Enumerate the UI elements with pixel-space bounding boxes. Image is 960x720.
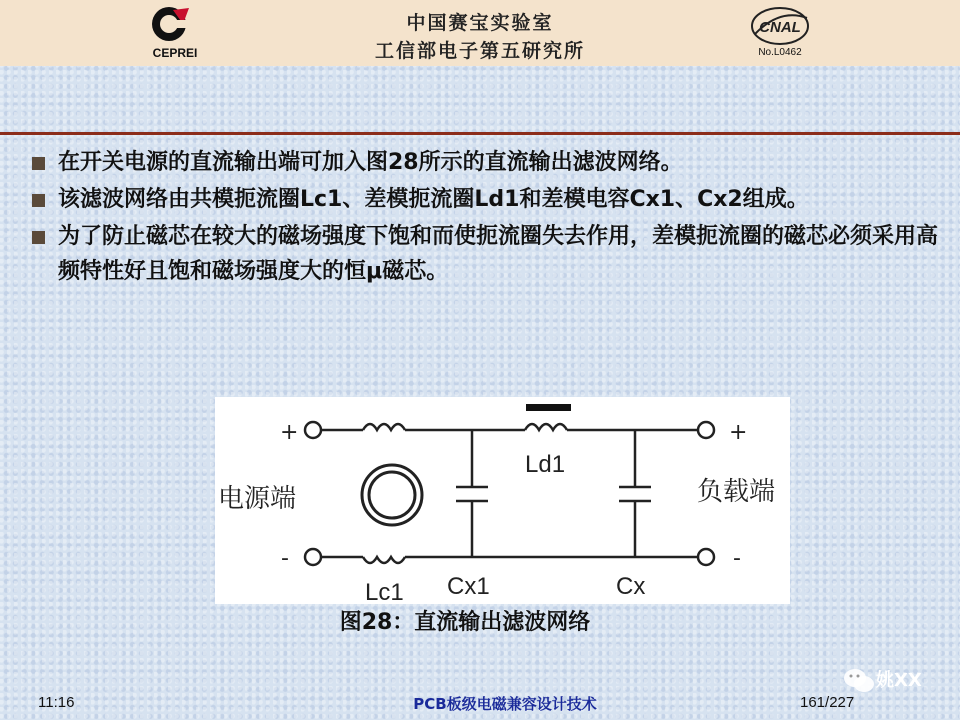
figure-caption: 图28：直流输出滤波网络 [339, 610, 591, 635]
bullet-list [28, 145, 938, 291]
bullet-square-icon [32, 231, 45, 244]
bullet-text: 该滤波网络由共模扼流圈Lc1、差模扼流圈Ld1和差模电容Cx1、Cx2组成。 [58, 187, 809, 212]
bullet-text: 为了防止磁芯在较大的磁场强度下饱和而使扼流圈失去作用，差模扼流圈的磁芯必须采用高频特性好且饱和磁场强度大的恒μ磁芯。 [58, 224, 939, 284]
plus-right: + [729, 420, 748, 445]
ceprei-logo [140, 2, 210, 64]
header-title-line1: 中国赛宝实验室 [406, 12, 554, 34]
filter-circuit-figure [215, 397, 790, 604]
bullet-square-icon [32, 157, 45, 170]
load-label: 负载端 [697, 477, 776, 507]
minus-left: - [281, 546, 289, 571]
ld1-label: Ld1 [525, 451, 566, 478]
title-divider [0, 132, 960, 135]
cx-label: Cx [616, 573, 646, 600]
source-label: 电源端 [218, 484, 297, 514]
bullet-item [28, 182, 938, 217]
watermark-text: 姚XX [876, 670, 922, 691]
wechat-icon [842, 666, 876, 696]
minus-right: - [733, 546, 741, 571]
header-title-line2: 工信部电子第五研究所 [374, 40, 585, 62]
bullet-item [28, 219, 938, 289]
lc1-label: Lc1 [365, 579, 404, 604]
bullet-text: 在开关电源的直流输出端可加入图28所示的直流输出滤波网络。 [58, 150, 683, 175]
bullet-square-icon [32, 194, 45, 207]
bullet-item [28, 145, 938, 180]
header-bar [0, 0, 960, 66]
cnal-logo-text: CNAL [759, 19, 801, 36]
ceprei-logo-mark [149, 4, 193, 44]
footer-title: PCB板级电磁兼容设计技术 [413, 695, 597, 713]
plus-left: + [280, 420, 299, 445]
cx1-label: Cx1 [447, 573, 490, 600]
cnal-logo-mark [745, 4, 815, 48]
cnal-logo [745, 4, 815, 64]
footer-time: 11:16 [38, 694, 75, 711]
footer-page-number: 161/227 [800, 694, 855, 711]
ceprei-logo-text: CEPREI [152, 46, 198, 60]
watermark [840, 664, 955, 714]
cnal-logo-number: No.L0462 [758, 47, 802, 58]
filter-circuit-diagram [215, 397, 790, 604]
